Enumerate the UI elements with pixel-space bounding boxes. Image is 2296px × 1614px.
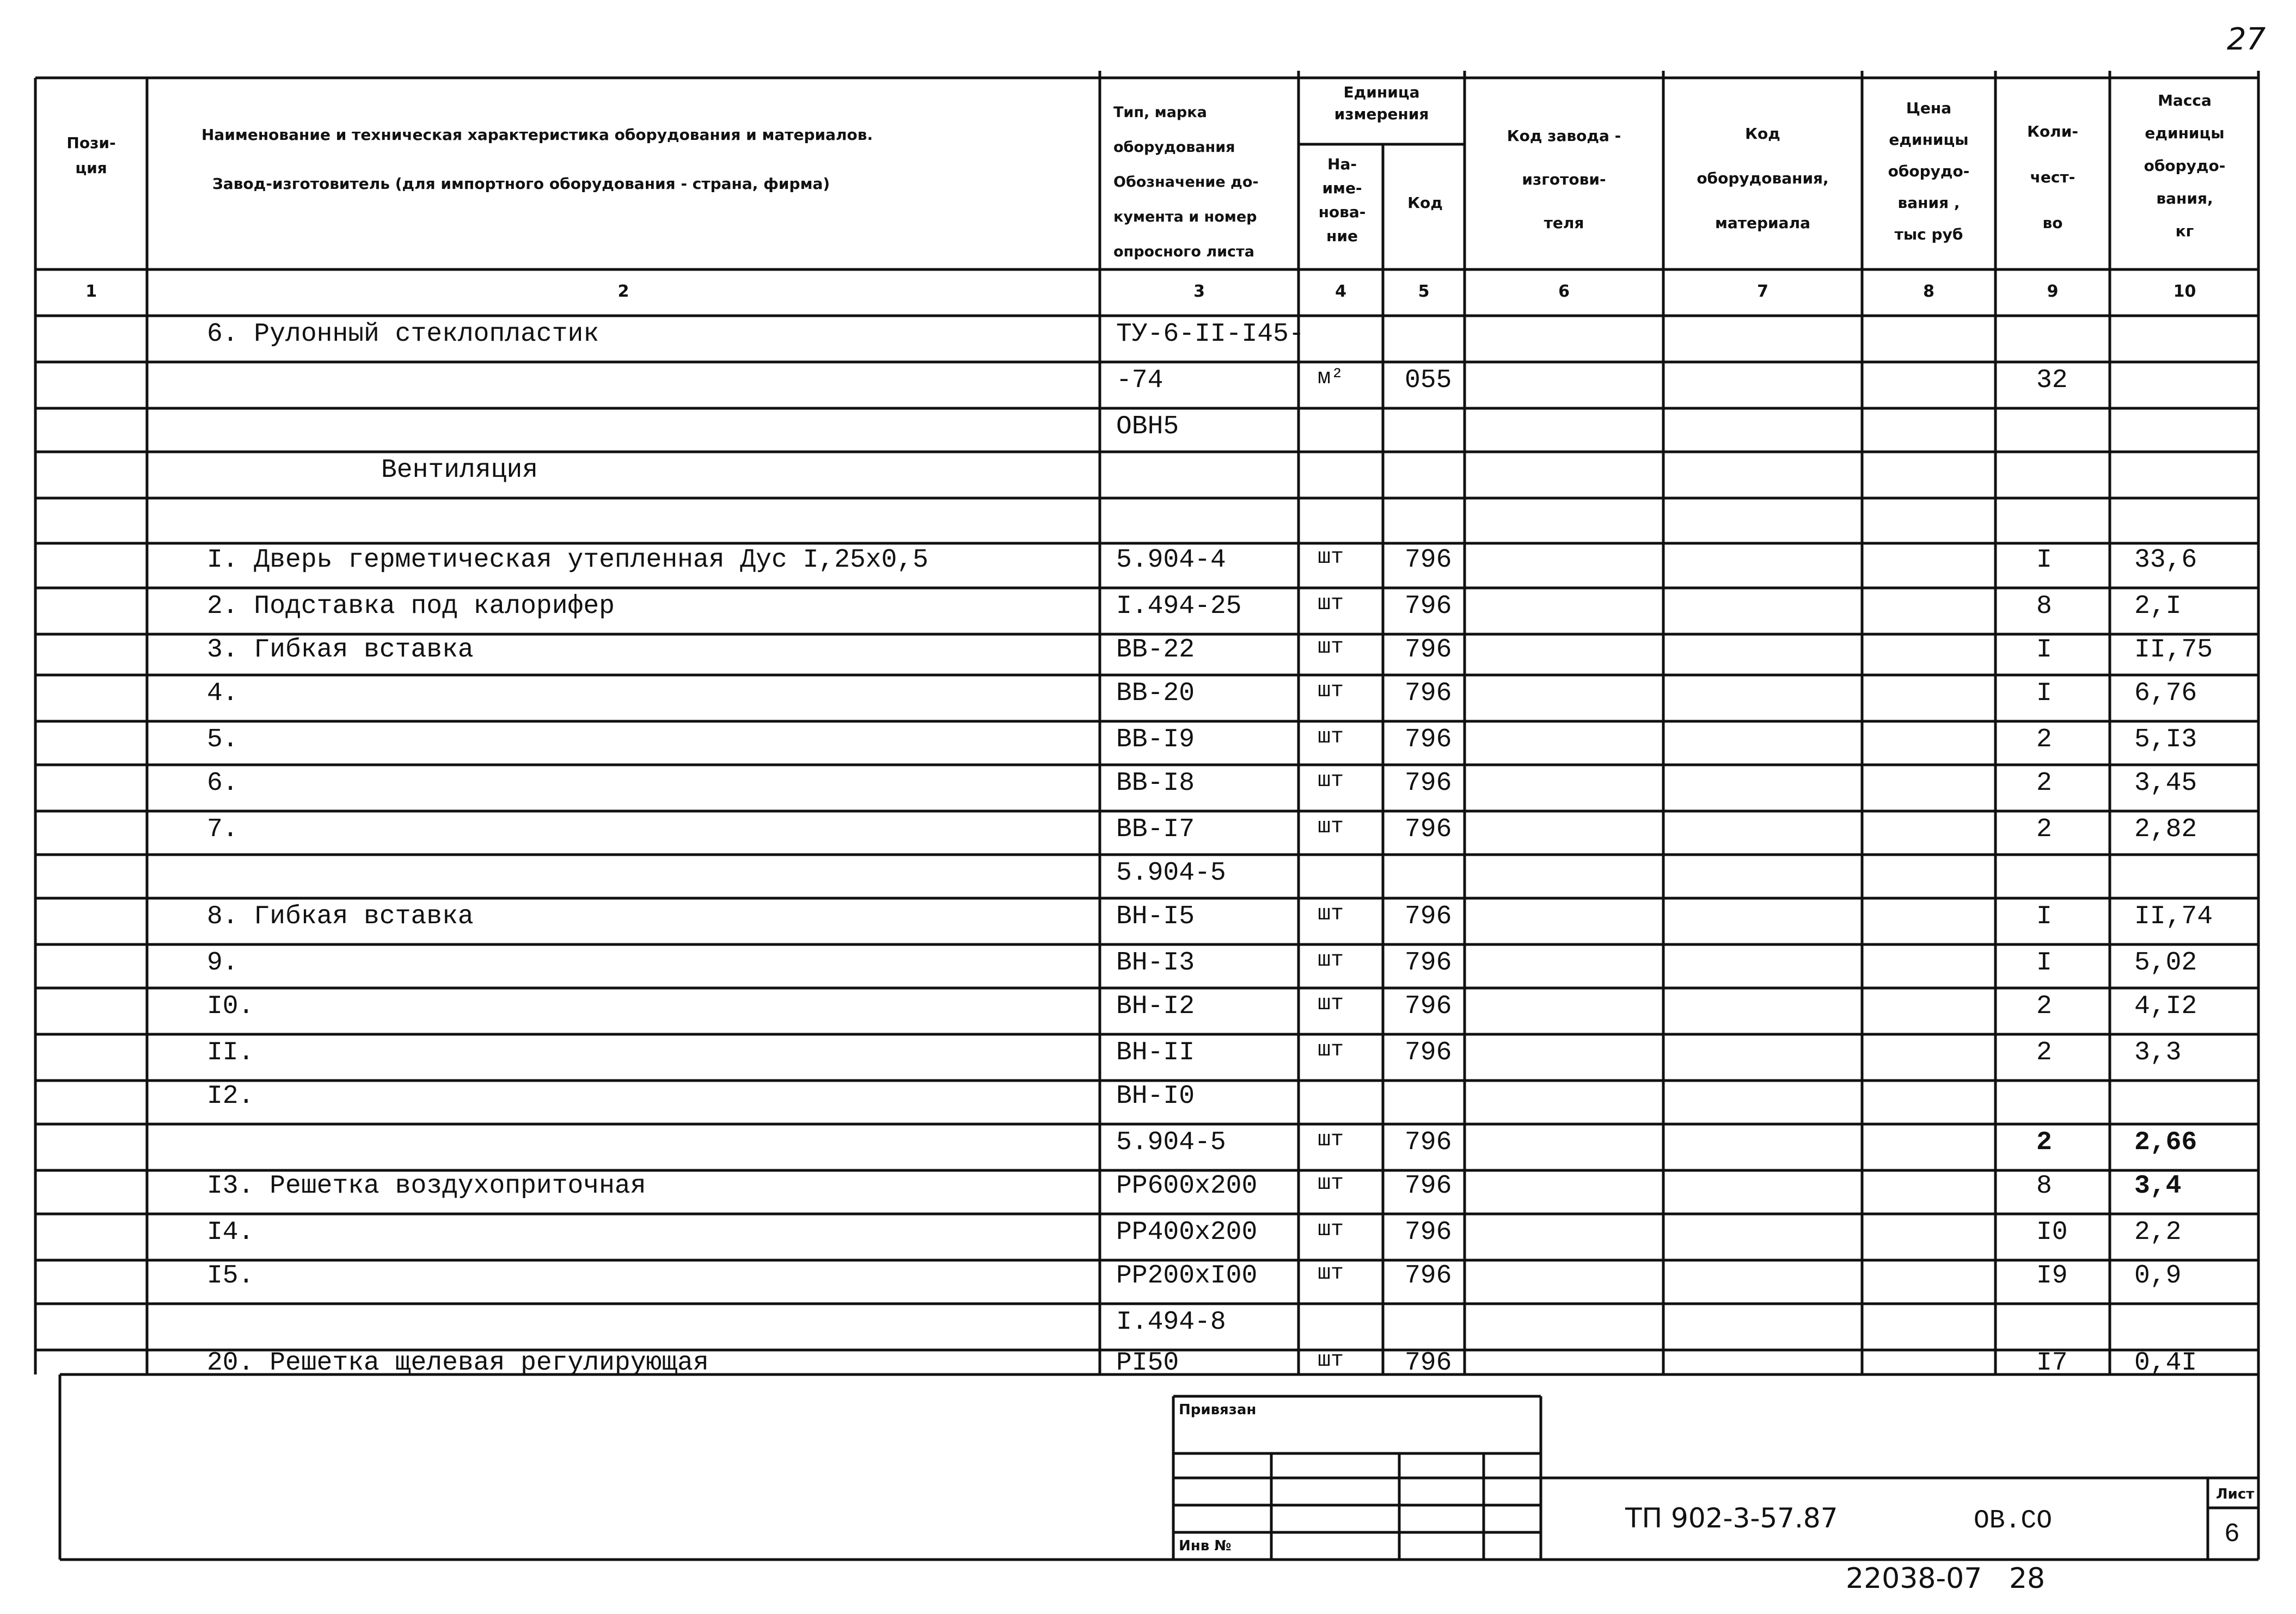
row-unit-code: 796 [1405, 1261, 1452, 1291]
header-unit-group: Единица измерения [1334, 83, 1429, 123]
row-unit: шт [1318, 1218, 1344, 1242]
row-name: 9. [207, 948, 238, 978]
row-type: ВВ-22 [1116, 635, 1195, 665]
row-type: ВН-II [1116, 1038, 1195, 1067]
row-type: ВВ-I7 [1116, 815, 1195, 844]
row-quantity: I0 [2036, 1218, 2068, 1247]
row-type: РР600х200 [1116, 1171, 1258, 1201]
row-name: I4. [207, 1218, 254, 1247]
row-name: 6. Рулонный стеклопластик [207, 320, 599, 349]
row-unit-code: 796 [1405, 592, 1452, 621]
row-quantity: 2 [2036, 769, 2052, 798]
col-number-8: 8 [1923, 282, 1934, 301]
row-mass: 2,I [2134, 592, 2182, 621]
row-type: ВВ-20 [1116, 679, 1195, 708]
row-unit: шт [1318, 1348, 1344, 1373]
row-unit-code: 796 [1405, 1038, 1452, 1067]
header-name-line1: Наименование и техническая характеристика оборудования и материалов. [201, 126, 873, 144]
row-unit: шт [1318, 948, 1344, 973]
row-type: 5.904-5 [1116, 858, 1226, 888]
row-unit-code: 796 [1405, 1218, 1452, 1247]
row-unit: шт [1318, 1261, 1344, 1286]
row-mass: 2,2 [2134, 1218, 2182, 1247]
col-number-1: 1 [85, 282, 97, 301]
row-type: ВВ-I8 [1116, 769, 1195, 798]
header-unit-name: На- име- нова- ние [1318, 155, 1366, 245]
row-name: 7. [207, 815, 238, 844]
row-type: ВН-I3 [1116, 948, 1195, 978]
row-type: 5.904-5 [1116, 1128, 1226, 1157]
row-unit-code: 796 [1405, 679, 1452, 708]
stamp-inventory: Инв № [1179, 1538, 1232, 1554]
row-unit-code: 796 [1405, 769, 1452, 798]
row-unit: шт [1318, 635, 1344, 660]
header-position: Пози- ция [66, 134, 116, 177]
row-name: 3. Гибкая вставка [207, 635, 474, 665]
header-price: Цена единицы оборудо- вания , тыс руб [1888, 99, 1970, 243]
col-number-3: 3 [1193, 282, 1205, 301]
header-type: Тип, марка оборудования Обозначение до- кумента и номер опросного листа [1113, 104, 1259, 260]
row-name: I2. [207, 1082, 254, 1111]
row-mass: 0,9 [2134, 1261, 2182, 1291]
stamp-privyazan: Привязан [1179, 1402, 1257, 1418]
row-mass: 3,4 [2134, 1171, 2182, 1201]
row-quantity: I [2036, 545, 2052, 575]
col-number-10: 10 [2173, 282, 2196, 301]
row-unit-code: 796 [1405, 948, 1452, 978]
row-unit-code: 796 [1405, 815, 1452, 844]
row-unit: шт [1318, 769, 1344, 793]
row-unit: шт [1318, 902, 1344, 926]
row-unit-code: 796 [1405, 1128, 1452, 1157]
row-quantity: 8 [2036, 592, 2052, 621]
row-mass: 6,76 [2134, 679, 2197, 708]
row-type: ВВ-I9 [1116, 725, 1195, 754]
row-name: 6. [207, 769, 238, 798]
row-mass: 3,45 [2134, 769, 2197, 798]
row-quantity: 8 [2036, 1171, 2052, 1201]
row-unit: м² [1318, 366, 1344, 390]
row-name: Вентиляция [381, 456, 538, 485]
row-type: ВН-I2 [1116, 992, 1195, 1021]
row-unit: шт [1318, 679, 1344, 703]
row-name: I3. Решетка воздухоприточная [207, 1171, 646, 1201]
row-mass: II,75 [2134, 635, 2213, 665]
row-unit: шт [1318, 1128, 1344, 1152]
stamp-sheet-label: Лист [2216, 1486, 2255, 1502]
col-number-5: 5 [1418, 282, 1430, 301]
row-name: I0. [207, 992, 254, 1021]
row-name: 5. [207, 725, 238, 754]
row-type: ВН-I5 [1116, 902, 1195, 931]
row-mass: II,74 [2134, 902, 2213, 931]
row-quantity: 2 [2036, 992, 2052, 1021]
row-name: 8. Гибкая вставка [207, 902, 474, 931]
col-number-7: 7 [1757, 282, 1768, 301]
row-mass: 2,66 [2134, 1128, 2197, 1157]
row-quantity: 2 [2036, 1038, 2052, 1067]
row-unit: шт [1318, 1171, 1344, 1196]
header-name-line2: Завод-изготовитель (для импортного оборудования - страна, фирма) [212, 175, 830, 193]
row-quantity: 2 [2036, 815, 2052, 844]
row-unit: шт [1318, 815, 1344, 839]
row-mass: 0,4I [2134, 1348, 2197, 1378]
row-mass: 33,6 [2134, 545, 2197, 575]
col-number-4: 4 [1335, 282, 1346, 301]
row-name: II. [207, 1038, 254, 1067]
row-mass: 3,3 [2134, 1038, 2182, 1067]
row-name: 2. Подставка под калорифер [207, 592, 615, 621]
row-unit-code: 796 [1405, 1171, 1452, 1201]
row-quantity: 2 [2036, 725, 2052, 754]
row-mass: 5,I3 [2134, 725, 2197, 754]
row-unit-code: 796 [1405, 545, 1452, 575]
row-type: РI50 [1116, 1348, 1179, 1378]
header-mass: Масса единицы оборудо- вания, кг [2144, 91, 2226, 240]
row-quantity: I [2036, 902, 2052, 931]
row-name: 20. Решетка щелевая регулирующая [207, 1348, 709, 1378]
row-unit-code: 055 [1405, 366, 1452, 395]
row-quantity: I7 [2036, 1348, 2068, 1378]
col-number-6: 6 [1558, 282, 1570, 301]
row-unit-code: 796 [1405, 725, 1452, 754]
row-name: I5. [207, 1261, 254, 1291]
row-name: I. Дверь герметическая утепленная Дус I,25х0,5 [207, 545, 929, 575]
col-number-2: 2 [617, 282, 629, 301]
row-mass: 5,02 [2134, 948, 2197, 978]
page-corner-number: 27 [2227, 22, 2266, 57]
row-mass: 2,82 [2134, 815, 2197, 844]
row-type: РР200хI00 [1116, 1261, 1258, 1291]
row-type: ОВН5 [1116, 412, 1179, 441]
col-number-9: 9 [2047, 282, 2059, 301]
row-type: -74 [1116, 366, 1164, 395]
row-quantity: I [2036, 635, 2052, 665]
header-unit-code: Код [1407, 194, 1443, 212]
row-quantity: I [2036, 679, 2052, 708]
row-unit: шт [1318, 545, 1344, 570]
bottom-registration-number: 22038-07 28 [1846, 1562, 2046, 1595]
header-equipment-code: Код оборудования, материала [1697, 125, 1829, 232]
row-quantity: I9 [2036, 1261, 2068, 1291]
row-unit-code: 796 [1405, 902, 1452, 931]
header-quantity: Коли- чест- во [2027, 122, 2078, 232]
row-mass: 4,I2 [2134, 992, 2197, 1021]
row-unit: шт [1318, 992, 1344, 1016]
row-unit-code: 796 [1405, 992, 1452, 1021]
row-quantity: I [2036, 948, 2052, 978]
row-unit: шт [1318, 725, 1344, 750]
row-type: 5.904-4 [1116, 545, 1226, 575]
stamp-doc-code: ТП 902-3-57.87 [1625, 1502, 1838, 1534]
row-unit-code: 796 [1405, 635, 1452, 665]
row-type: ТУ-6-II-I45- [1116, 320, 1305, 349]
row-type: ВН-I0 [1116, 1082, 1195, 1111]
row-quantity: 2 [2036, 1128, 2052, 1157]
stamp-doc-suffix: ОВ.СО [1974, 1506, 2053, 1536]
row-unit-code: 796 [1405, 1348, 1452, 1378]
row-type: РР400х200 [1116, 1218, 1258, 1247]
row-type: I.494-8 [1116, 1308, 1226, 1337]
row-unit: шт [1318, 592, 1344, 616]
stamp-sheet-number: 6 [2224, 1520, 2240, 1549]
header-factory-code: Код завода - изготови- теля [1507, 127, 1621, 232]
row-name: 4. [207, 679, 238, 708]
row-type: I.494-25 [1116, 592, 1242, 621]
row-unit: шт [1318, 1038, 1344, 1063]
row-quantity: 32 [2036, 366, 2068, 395]
